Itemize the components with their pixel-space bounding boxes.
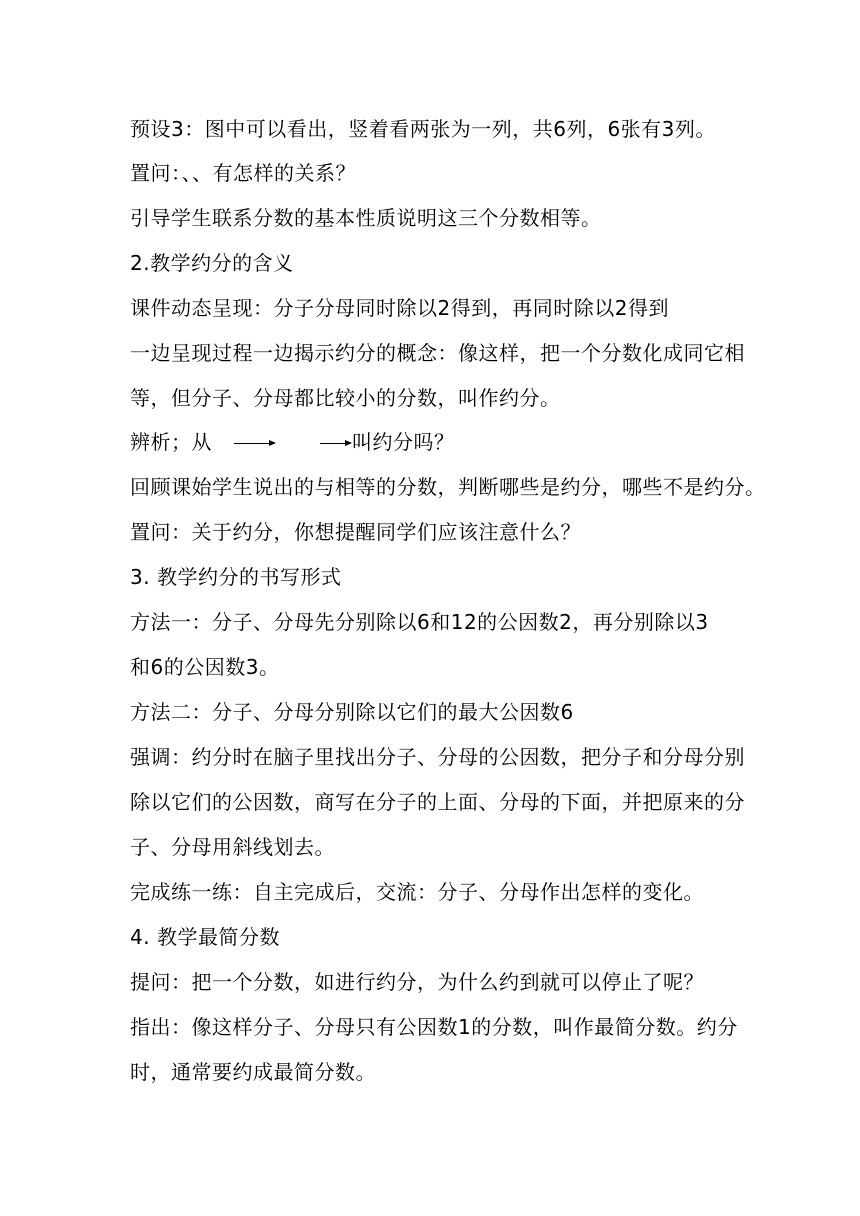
paragraph-review: 回顾课始学生说出的与相等的分数，判断哪些是约分，哪些不是约分。 [130, 475, 766, 499]
paragraph-method-1-line1: 方法一：分子、分母先分别除以6和12的公因数2，再分别除以3 [130, 610, 709, 634]
paragraph-courseware: 课件动态呈现：分子分母同时除以2得到，再同时除以2得到 [130, 296, 669, 320]
paragraph-practice: 完成练一练：自主完成后，交流：分子、分母作出怎样的变化。 [130, 880, 704, 904]
paragraph-concept-line2: 等，但分子、分母都比较小的分数，叫作约分。 [130, 386, 561, 410]
section-heading-3: 3. 教学约分的书写形式 [130, 565, 342, 589]
section-heading-2: 2.教学约分的含义 [130, 251, 294, 275]
paragraph-point-out-line2: 时，通常要约成最简分数。 [130, 1060, 376, 1084]
paragraph-question-relation: 置问：、、有怎样的关系？ [130, 161, 356, 185]
paragraph-question-stop: 提问：把一个分数，如进行约分，为什么约到就可以停止了呢？ [130, 970, 704, 994]
arrow-icon [320, 439, 352, 449]
paragraph-question-attention: 置问：关于约分，你想提醒同学们应该注意什么？ [130, 520, 581, 544]
paragraph-emphasis-line3: 子、分母用斜线划去。 [130, 835, 335, 859]
paragraph-method-1-line2: 和6的公因数3。 [130, 655, 280, 679]
paragraph-guide-students: 引导学生联系分数的基本性质说明这三个分数相等。 [130, 206, 602, 230]
paragraph-concept-line1: 一边呈现过程一边揭示约分的概念：像这样，把一个分数化成同它相 [130, 341, 745, 365]
section-heading-4: 4. 教学最简分数 [130, 925, 280, 949]
paragraph-point-out-line1: 指出：像这样分子、分母只有公因数1的分数，叫作最简分数。约分 [130, 1015, 738, 1039]
arrow-icon [234, 439, 276, 449]
paragraph-emphasis-line2: 除以它们的公因数，商写在分子的上面、分母的下面，并把原来的分 [130, 790, 745, 814]
paragraph-discrimination [130, 427, 455, 457]
discrimination-prefix: 辨析；从 [130, 430, 212, 454]
paragraph-preset-3: 预设3：图中可以看出，竖着看两张为一列，共6列，6张有3列。 [130, 117, 716, 141]
paragraph-emphasis-line1: 强调：约分时在脑子里找出分子、分母的公因数，把分子和分母分别 [130, 745, 745, 769]
discrimination-suffix: 叫约分吗？ [352, 430, 455, 454]
paragraph-method-2: 方法二：分子、分母分别除以它们的最大公因数6 [130, 700, 574, 724]
